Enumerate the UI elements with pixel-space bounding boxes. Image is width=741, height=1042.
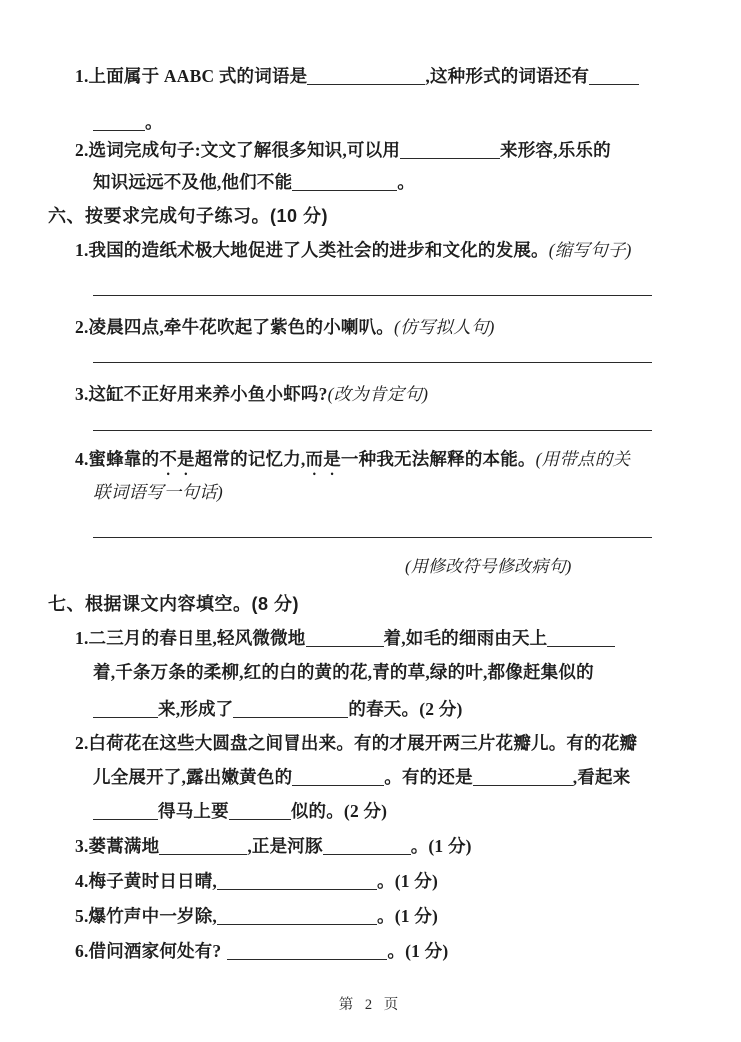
section-seven-q1-line-3: [93, 699, 462, 720]
question-text: 来形容,乐乐的: [500, 140, 611, 160]
question-text: 着,如毛的细雨由天上: [383, 628, 548, 648]
question-text: 2.凌晨四点,牵牛花吹起了紫色的小喇叭。: [75, 317, 394, 337]
question-text: 来,形成了: [158, 699, 234, 719]
answer-blank: [292, 175, 397, 191]
question-text: 的春天。: [348, 699, 420, 719]
answer-blank: [233, 702, 348, 718]
answer-blank: [323, 839, 411, 855]
section-six-title: 六、按要求完成句子练习。(10 分): [48, 206, 329, 226]
answer-blank: [93, 804, 158, 820]
answer-blank: [589, 69, 639, 85]
section-six-q1: [75, 240, 632, 261]
score-label: (2 分): [343, 801, 388, 821]
question-text: 5.爆竹声中一岁除,: [75, 906, 217, 926]
question-text: ,看起来: [572, 767, 631, 787]
question-text: 3.蒌蒿满地: [75, 836, 160, 856]
question-text: 3.这缸不正好用来养小鱼小虾吗?: [75, 384, 328, 404]
score-label: (1 分): [405, 941, 449, 961]
answer-blank: [159, 839, 247, 855]
section-seven-title: 七、根据课文内容填空。(8 分): [48, 594, 299, 614]
question-text: 儿全展开了,露出嫩黄色的: [93, 767, 293, 787]
question-text: 1.我国的造纸术极大地促进了人类社会的进步和文化的发展。: [75, 240, 549, 260]
question-text: 。: [377, 871, 395, 891]
question-hint: (用带点的关: [535, 449, 631, 469]
question-text: 4.梅子黄时日日晴,: [75, 871, 217, 891]
section-six-q2: [75, 317, 495, 338]
question-text: 一种我无法解释的本能。: [340, 449, 536, 469]
question-text: 知识远远不及他,他们不能: [93, 172, 293, 192]
question-hint: (缩写句子): [548, 240, 632, 260]
answer-blank: [400, 143, 500, 159]
question-text: 得马上要: [158, 801, 229, 821]
score-label: (1 分): [394, 871, 438, 891]
score-label: (1 分): [394, 906, 438, 926]
answer-line-rule: [93, 430, 652, 431]
question-text: 。有的还是: [384, 767, 473, 787]
answer-line-rule: [93, 362, 652, 363]
question-text: 6.借问酒家何处有?: [75, 941, 222, 961]
intro-item-2-line-2: [93, 172, 415, 193]
section-seven-q3: [75, 836, 472, 857]
question-hint: (改为肯定句): [327, 384, 429, 404]
intro-item-1-line-2: [93, 112, 163, 133]
question-hint: (仿写拟人句): [394, 317, 495, 337]
page-number: 第 2 页: [338, 997, 403, 1013]
question-text: 1.上面属于 AABC 式的词语是: [75, 66, 308, 86]
question-text: 。: [145, 112, 163, 132]
question-text: 。: [377, 906, 395, 926]
intro-item-1-line-1: [75, 66, 639, 87]
question-text: 超常的记忆力,: [194, 449, 306, 469]
section-seven-q2-line-3: [93, 801, 387, 822]
question-text: ,正是河豚: [247, 836, 323, 856]
answer-blank: [229, 804, 291, 820]
question-text: 2.选词完成句子:文文了解很多知识,可以用: [75, 140, 401, 160]
score-label: (2 分): [419, 699, 463, 719]
question-text: 。: [397, 172, 415, 192]
answer-blank: [473, 770, 573, 786]
section-six-q4-line-2: 联词语写一句话): [93, 482, 223, 502]
section-seven-q2-line-2: [93, 767, 630, 788]
question-text: 1.二三月的春日里,轻风微微地: [75, 628, 306, 648]
answer-blank: [306, 631, 384, 647]
answer-blank: [93, 702, 158, 718]
section-seven-q6: [75, 941, 448, 962]
section-seven-q4: [75, 871, 438, 892]
answer-blank: [547, 631, 615, 647]
section-seven-q5: [75, 906, 438, 927]
answer-blank: [307, 69, 425, 85]
emphasized-word: 而是: [305, 449, 341, 469]
question-text: 。: [387, 941, 406, 961]
answer-blank: [93, 115, 145, 131]
question-text: 4.蜜蜂靠的: [75, 449, 160, 469]
answer-line-rule: [93, 295, 652, 296]
revise-sentence-hint: (用修改符号修改病句): [405, 557, 572, 576]
section-seven-q1-line-2: 着,千条万条的柔柳,红的白的黄的花,青的草,绿的叶,都像赶集似的: [93, 662, 594, 682]
emphasized-word: 不是: [159, 449, 195, 469]
question-text: ,这种形式的词语还有: [425, 66, 590, 86]
score-label: (1 分): [428, 836, 472, 856]
answer-line-rule: [93, 537, 652, 538]
question-text: 似的。: [290, 801, 344, 821]
section-six-q3: [75, 384, 428, 405]
section-seven-q1-line-1: [75, 628, 615, 649]
answer-blank: [227, 944, 387, 960]
question-text: 。: [410, 836, 429, 856]
answer-blank: [292, 770, 384, 786]
intro-item-2-line-1: [75, 140, 611, 161]
section-six-q4-line-1: [75, 449, 630, 479]
answer-blank: [217, 909, 377, 925]
section-seven-q2-line-1: 2.白荷花在这些大圆盘之间冒出来。有的才展开两三片花瓣儿。有的花瓣: [75, 733, 638, 753]
answer-blank: [217, 874, 377, 890]
